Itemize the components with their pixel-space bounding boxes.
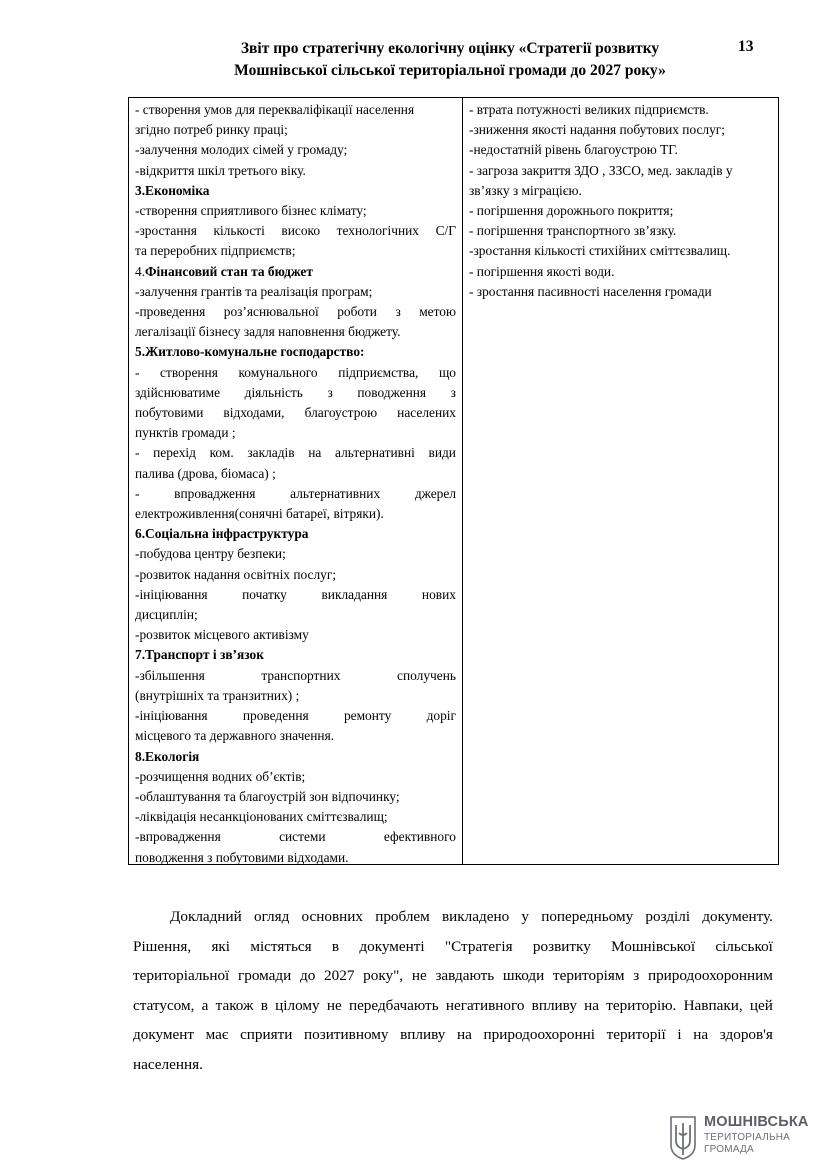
table-left-line: легалізації бізнесу задля наповнення бюджету.	[135, 324, 401, 340]
paragraph-line: Докладний огляд основних проблем викладено у попередньому розділі документу.	[170, 908, 773, 925]
table-left-line: -збільшення транспортних сполучень	[135, 667, 456, 683]
section-number: 4.	[135, 263, 146, 279]
table-left-line: -розчищення водних об’єктів;	[135, 768, 306, 784]
logo-title: МОШНІВСЬКА	[704, 1114, 809, 1130]
table-left-line: палива (дрова, біомаса) ;	[135, 465, 276, 481]
table-left-line: -побудова центру безпеки;	[135, 546, 286, 562]
trident-emblem-icon	[669, 1115, 697, 1161]
table-left-line: 3.Економіка	[135, 182, 210, 198]
table-left-line: здійснюватиме діяльність з поводження з	[135, 384, 456, 400]
table-left-line: -проведення роз’яснювальної роботи з метою	[135, 304, 456, 320]
paragraph-line: Рішення, які містяться в документі "Стратегія розвитку Мошнівської сільської	[133, 937, 773, 955]
community-logo	[669, 1113, 809, 1163]
table-right-column	[463, 98, 778, 864]
table-left-line: згідно потреб ринку праці;	[135, 122, 288, 138]
table-right-line: - погіршення транспортного зв’язку.	[469, 223, 677, 239]
table-right-line: - погіршення якості води.	[469, 263, 615, 279]
table-left-line: поводження з побутовими відходами.	[135, 849, 349, 865]
table-left-line	[135, 262, 456, 282]
paragraph-line: населення.	[133, 1055, 203, 1073]
table-left-line: -залучення молодих сімей у громаду;	[135, 142, 348, 158]
table-left-line: -ініціювання початку викладання нових	[135, 586, 456, 602]
paragraph-line: документ має сприяти позитивному впливу на природоохоронні території і на здоров'я	[133, 1026, 773, 1043]
page-number: 13	[738, 38, 754, 55]
table-left-line: -ініціювання проведення ремонту доріг	[135, 708, 456, 724]
table-right-line: - втрата потужності великих підприємств.	[469, 102, 709, 117]
header-line-2: Мошнівської сільської територіальної громади до 2027 року»	[234, 62, 666, 79]
table-left-line: -впровадження системи ефективного	[135, 829, 456, 845]
table-left-line: - впровадження альтернативних джерел	[135, 485, 456, 501]
table-left-column	[129, 98, 463, 864]
table-right-line: зв’язку з міграцією.	[469, 182, 582, 198]
table-left-line: -створення сприятливого бізнес клімату;	[135, 203, 367, 219]
table-left-line: 6.Соціальна інфраструктура	[135, 526, 309, 542]
table-left-line: -ліквідація несанкціонованих сміттєзвалищ;	[135, 809, 388, 825]
table-left-line: електроживлення(сонячні батареї, вітряки).	[135, 506, 384, 522]
logo-subtitle-2: ГРОМАДА	[704, 1144, 754, 1155]
table-left-line: (внутрішніх та транзитних) ;	[135, 687, 300, 703]
table-left-line: дисциплін;	[135, 607, 198, 623]
table-left-line: пунктів громади ;	[135, 425, 236, 441]
table-left-line: -відкриття шкіл третього віку.	[135, 162, 306, 178]
table-left-line: та переробних підприємств;	[135, 243, 296, 259]
table-right-line: - зростання пасивності населення громади	[469, 283, 712, 299]
header-line-1: Звіт про стратегічну екологічну оцінку «Стратегії розвитку	[240, 40, 660, 57]
table-left-line: 7.Транспорт і зв’язок	[135, 647, 264, 663]
swot-table	[128, 97, 779, 865]
table-left-line: -облаштування та благоустрій зон відпочинку;	[135, 788, 400, 804]
conclusion-paragraph	[133, 902, 773, 1079]
table-left-line: - створення комунального підприємства, що	[135, 364, 456, 380]
table-left-line: -розвиток місцевого активізму	[135, 627, 309, 643]
table-left-line: побутовими відходами, благоустрою населених	[135, 405, 456, 421]
table-left-line: -зростання кількості високо технологічних С/Г	[135, 223, 456, 239]
paragraph-line: територіальної громади до 2027 року", не завдають шкоди територіям з природоохоронним	[133, 967, 773, 984]
table-left-line: -розвиток надання освітніх послуг;	[135, 566, 337, 582]
paragraph-line: статусом, а також в цілому не передбачають негативного впливу на територію. Навпаки, цей	[133, 996, 773, 1014]
table-left-line: 8.Екологія	[135, 748, 200, 764]
table-right-line: -зниження якості надання побутових послуг;	[469, 122, 726, 138]
table-left-line: місцевого та державного значення.	[135, 728, 335, 744]
table-left-line: -залучення грантів та реалізація програм;	[135, 283, 373, 299]
table-right-line: -недостатній рівень благоустрою ТГ.	[469, 142, 678, 158]
table-right-line: - погіршення дорожнього покриття;	[469, 203, 674, 219]
section-title: Фінансовий стан та бюджет	[145, 263, 313, 279]
logo-subtitle-1: ТЕРИТОРІАЛЬНА	[704, 1132, 791, 1143]
report-header	[150, 38, 750, 82]
table-left-line: - перехід ком. закладів на альтернативні види	[135, 445, 456, 461]
table-left-line: - створення умов для перекваліфікації населення	[135, 102, 415, 117]
table-right-line: - загроза закриття ЗДО , ЗЗСО, мед. закладів у	[469, 162, 733, 178]
table-right-line: -зростання кількості стихійних сміттєзвалищ.	[469, 243, 731, 259]
table-left-line: 5.Житлово-комунальне господарство:	[135, 344, 365, 360]
